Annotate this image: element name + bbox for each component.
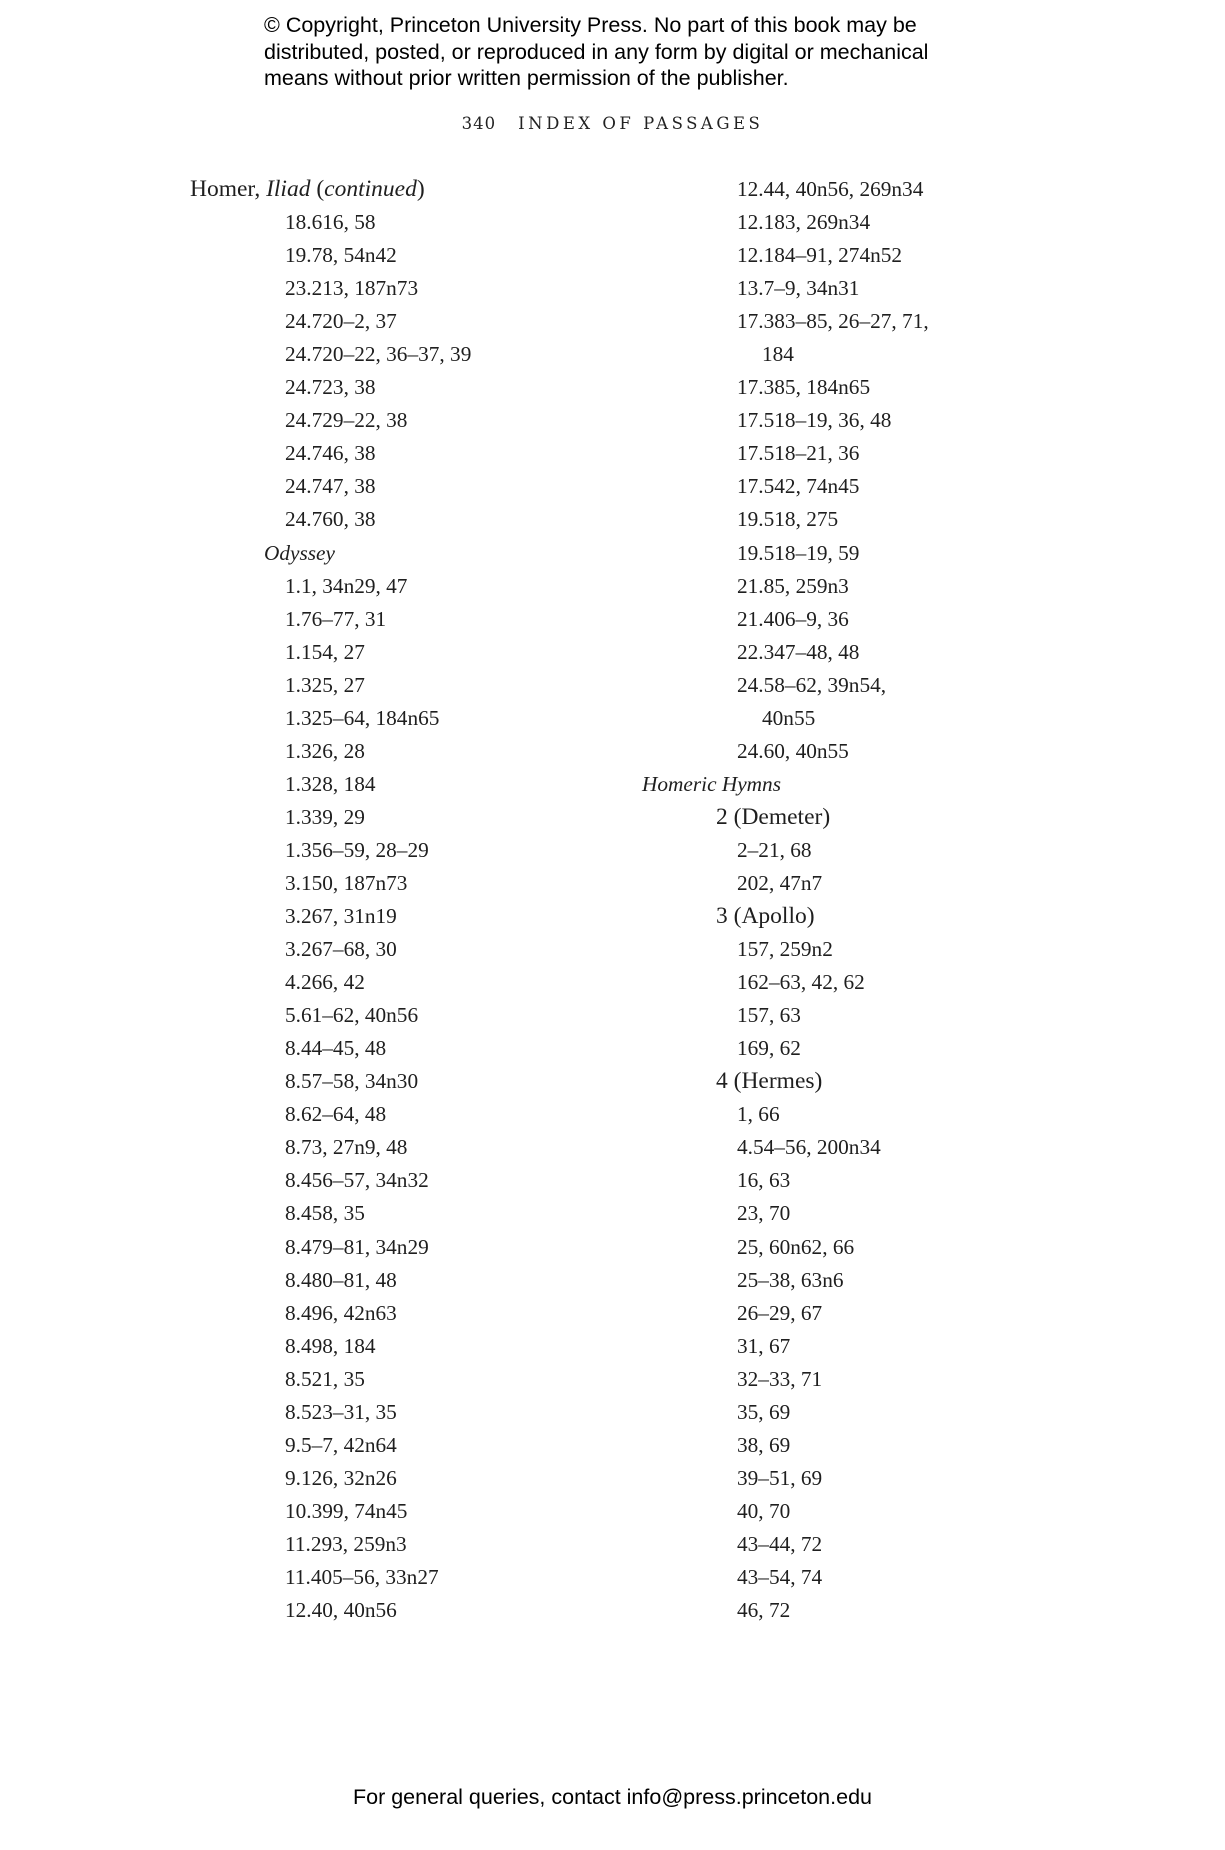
index-entry: 24.720–2, 37 — [285, 309, 397, 334]
index-entry: 11.293, 259n3 — [285, 1531, 407, 1556]
copyright-line: means without prior written permission of the publisher. — [264, 66, 789, 90]
index-entry-continuation: 184 — [762, 342, 794, 367]
index-entry: 8.523–31, 35 — [285, 1399, 397, 1424]
index-entry: 157, 63 — [737, 1003, 801, 1028]
index-entry: 26–29, 67 — [737, 1300, 823, 1325]
index-work-text: Odyssey — [264, 540, 335, 565]
index-entry: 3.267, 31n19 — [285, 904, 397, 929]
index-entry: 25–38, 63n6 — [737, 1267, 844, 1292]
index-heading-part: ( — [310, 176, 325, 202]
index-entry: 31, 67 — [737, 1333, 791, 1358]
index-entry: 1.356–59, 28–29 — [285, 837, 429, 862]
index-entry: 24.58–62, 39n54, — [737, 672, 887, 697]
index-entry: 13.7–9, 34n31 — [737, 276, 860, 301]
index-entry: 24.746, 38 — [285, 441, 376, 466]
running-head-title: INDEX OF PASSAGES — [518, 114, 764, 133]
index-entry: 16, 63 — [737, 1168, 791, 1193]
index-entry: 18.616, 58 — [285, 210, 376, 235]
index-entry: 8.521, 35 — [285, 1366, 365, 1391]
index-heading-part: Homer, — [190, 176, 267, 202]
index-heading — [190, 173, 610, 206]
index-heading-part: ) — [416, 176, 425, 202]
index-entry: 46, 72 — [737, 1598, 791, 1623]
index-entry: 32–33, 71 — [737, 1366, 823, 1391]
index-entry: 8.44–45, 48 — [285, 1036, 387, 1061]
index-entry: 162–63, 42, 62 — [737, 970, 865, 995]
index-entry: 8.456–57, 34n32 — [285, 1168, 429, 1193]
index-entry: 8.62–64, 48 — [285, 1102, 387, 1127]
index-heading-part: continued — [324, 176, 417, 202]
index-entry: 1.76–77, 31 — [285, 606, 387, 631]
index-entry: 22.347–48, 48 — [737, 639, 860, 664]
index-entry: 24.747, 38 — [285, 474, 376, 499]
index-entry: 157, 259n2 — [737, 937, 833, 962]
index-entry: 1.325, 27 — [285, 672, 365, 697]
index-entry: 3.267–68, 30 — [285, 937, 397, 962]
running-head — [0, 114, 1225, 133]
index-entry: 43–44, 72 — [737, 1531, 823, 1556]
index-entry: 25, 60n62, 66 — [737, 1234, 855, 1259]
index-entry: 8.496, 42n63 — [285, 1300, 397, 1325]
index-column-right — [642, 173, 1042, 1627]
index-entry: 5.61–62, 40n56 — [285, 1003, 419, 1028]
index-entry: 35, 69 — [737, 1399, 791, 1424]
index-entry: 19.518, 275 — [737, 507, 839, 532]
index-entry: 2–21, 68 — [737, 837, 812, 862]
index-entry: 202, 47n7 — [737, 870, 823, 895]
index-entry: 1.328, 184 — [285, 771, 376, 796]
index-entry: 19.518–19, 59 — [737, 540, 860, 565]
index-hymn-title: 4 (Hermes) — [716, 1068, 823, 1095]
index-entry: 1.325–64, 184n65 — [285, 705, 440, 730]
index-entry: 21.406–9, 36 — [737, 606, 849, 631]
index-entry: 1.339, 29 — [285, 804, 365, 829]
index-entry: 8.498, 184 — [285, 1333, 376, 1358]
index-entry: 1.326, 28 — [285, 738, 365, 763]
copyright-notice — [264, 12, 1024, 92]
index-entry: 17.542, 74n45 — [737, 474, 860, 499]
index-entry: 8.73, 27n9, 48 — [285, 1135, 408, 1160]
index-work-title — [190, 537, 610, 570]
index-entry: 10.399, 74n45 — [285, 1498, 408, 1523]
index-entry: 1.1, 34n29, 47 — [285, 573, 408, 598]
index-entry: 17.385, 184n65 — [737, 375, 871, 400]
index-heading-text: Homeric Hymns — [642, 771, 781, 796]
index-entry: 12.44, 40n56, 269n34 — [737, 177, 924, 201]
index-entry: 12.183, 269n34 — [737, 210, 871, 235]
index-column-left — [190, 173, 610, 1627]
index-entry: 17.383–85, 26–27, 71, — [737, 309, 929, 334]
index-entry: 11.405–56, 33n27 — [285, 1564, 439, 1589]
index-entry: 9.126, 32n26 — [285, 1465, 397, 1490]
index-entry: 23.213, 187n73 — [285, 276, 419, 301]
index-entry: 40, 70 — [737, 1498, 791, 1523]
index-entry: 169, 62 — [737, 1036, 801, 1061]
index-entry: 8.479–81, 34n29 — [285, 1234, 429, 1259]
index-entry: 17.518–21, 36 — [737, 441, 860, 466]
footer-contact: For general queries, contact info@press.princeton.edu — [352, 1785, 872, 1809]
index-entry: 12.184–91, 274n52 — [737, 243, 903, 268]
index-entry: 23, 70 — [737, 1201, 791, 1226]
index-entry: 4.266, 42 — [285, 970, 365, 995]
index-entry: 43–54, 74 — [737, 1564, 823, 1589]
index-entry: 21.85, 259n3 — [737, 573, 849, 598]
index-entry-continuation: 40n55 — [762, 705, 816, 730]
index-hymn-title: 2 (Demeter) — [716, 803, 831, 830]
index-entry: 24.60, 40n55 — [737, 738, 849, 763]
index-entry: 24.760, 38 — [285, 507, 376, 532]
index-entry: 9.5–7, 42n64 — [285, 1432, 397, 1457]
index-entry: 12.40, 40n56 — [285, 1598, 397, 1623]
index-heading-part: Iliad — [266, 176, 311, 202]
copyright-line: distributed, posted, or reproduced in any form by digital or mechanical — [264, 39, 929, 64]
index-entry: 19.78, 54n42 — [285, 243, 397, 268]
index-entry: 39–51, 69 — [737, 1465, 823, 1490]
index-entry: 24.720–22, 36–37, 39 — [285, 342, 472, 367]
index-entry: 4.54–56, 200n34 — [737, 1135, 881, 1160]
index-entry: 17.518–19, 36, 48 — [737, 408, 892, 433]
index-entry: 8.458, 35 — [285, 1201, 365, 1226]
index-entry: 24.729–22, 38 — [285, 408, 408, 433]
page-number: 340 — [461, 114, 497, 133]
index-entry: 3.150, 187n73 — [285, 870, 408, 895]
index-entry: 8.57–58, 34n30 — [285, 1069, 419, 1094]
copyright-line: © Copyright, Princeton University Press. No part of this book may be — [264, 13, 917, 37]
index-entry: 8.480–81, 48 — [285, 1267, 397, 1292]
index-hymn-title: 3 (Apollo) — [716, 903, 815, 930]
index-entry: 38, 69 — [737, 1432, 791, 1457]
index-entry: 1, 66 — [737, 1102, 780, 1127]
index-heading — [642, 768, 1042, 801]
index-entry: 1.154, 27 — [285, 639, 365, 664]
index-entry: 24.723, 38 — [285, 375, 376, 400]
